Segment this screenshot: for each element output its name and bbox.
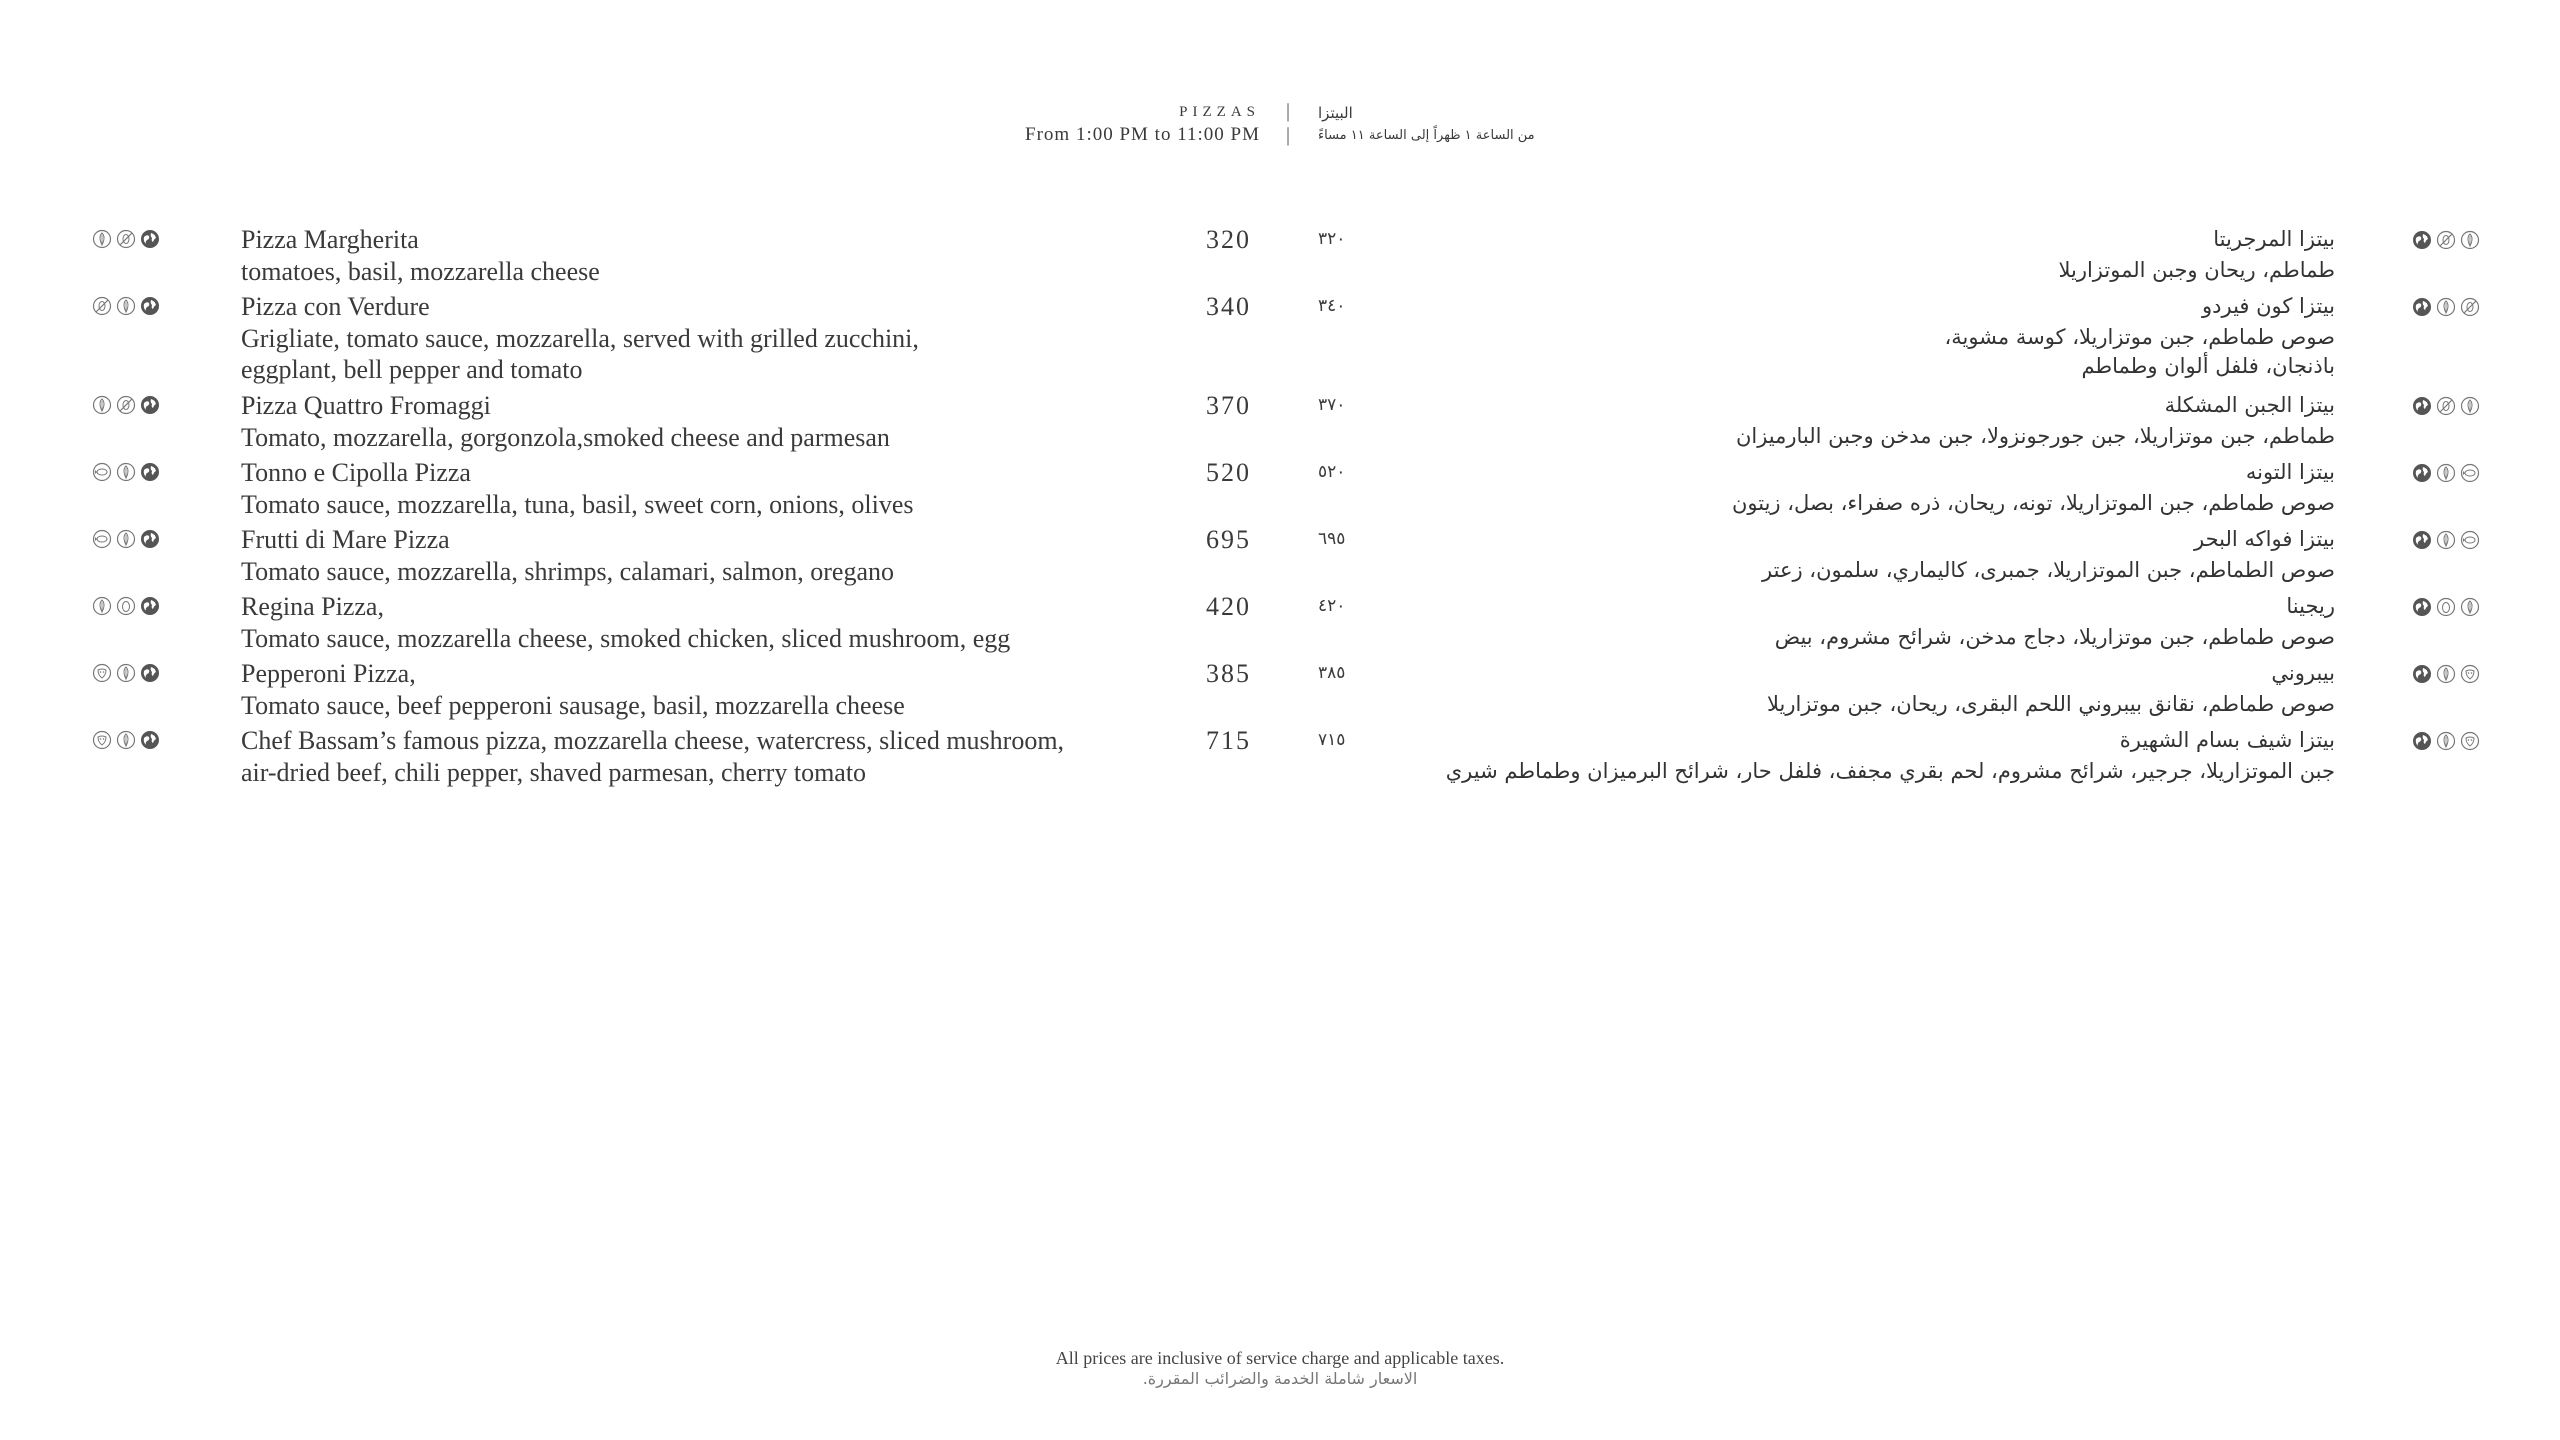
- description-line-ar: صوص طماطم، جبن الموتزاريلا، تونه، ريحان، ذره صفراء، بصل، زيتون: [1731, 491, 2335, 515]
- description-line-ar: جبن الموتزاريلا، جرجير، شرائح مشروم، لحم بقري مجفف، فلفل حار، شرائح البرميزان وطماطم شيري: [1445, 759, 2335, 783]
- dietary-icons-left: [92, 395, 160, 415]
- item-name-ar: بيبروني: [2271, 661, 2335, 685]
- item-price-en: 520: [1206, 458, 1251, 487]
- header-separator: |: [1285, 100, 1290, 122]
- vegetarian-icon: [116, 296, 136, 316]
- item-price-ar: ٣٧٠: [1318, 395, 1346, 415]
- item-price-en: 715: [1206, 726, 1251, 755]
- vegetarian-icon: [2436, 664, 2456, 684]
- vegetarian-icon: [2436, 530, 2456, 550]
- item-description-en: [241, 757, 866, 788]
- description-line-ar: طماطم، جبن موتزاريلا، جبن جورجونزولا، جبن مدخن وجبن البارميزان: [1735, 424, 2335, 448]
- item-price-ar: ٧١٥: [1318, 730, 1346, 750]
- fish-icon: [2460, 463, 2480, 483]
- beef-icon: [92, 730, 112, 750]
- vegetarian-icon: [92, 229, 112, 249]
- globe-icon: [140, 229, 160, 249]
- beef-icon: [2460, 731, 2480, 751]
- item-price-ar: ٣٢٠: [1318, 229, 1346, 249]
- globe-icon: [2412, 230, 2432, 250]
- description-line-ar: صوص طماطم، جبن موتزاريلا، كوسة مشوية،: [1944, 325, 2335, 349]
- globe-icon: [140, 529, 160, 549]
- item-description-ar: [1732, 489, 2335, 518]
- item-price-en: 340: [1206, 292, 1251, 321]
- item-description-en: [241, 489, 914, 520]
- item-name-en: Chef Bassam’s famous pizza, mozzarella cheese, watercress, sliced mushroom,: [241, 726, 1065, 755]
- description-line-en: Tomato, mozzarella, gorgonzola,smoked cheese and parmesan: [241, 423, 890, 452]
- item-price-en: 320: [1206, 225, 1251, 254]
- description-line-ar: صوص طماطم، جبن موتزاريلا، دجاج مدخن، شرائح مشروم، بيض: [1774, 625, 2335, 649]
- item-description-ar: [2058, 256, 2335, 285]
- description-line-ar: صوص الطماطم، جبن الموتزاريلا، جمبرى، كاليماري، سلمون، زعتر: [1762, 558, 2335, 582]
- dietary-icons-left: [92, 529, 160, 549]
- item-name-en: Pizza Margherita: [241, 225, 419, 254]
- globe-icon: [2412, 530, 2432, 550]
- globe-icon: [140, 395, 160, 415]
- no-nuts-icon: [116, 229, 136, 249]
- description-line-en: tomatoes, basil, mozzarella cheese: [241, 257, 600, 286]
- item-description-en: [241, 256, 600, 287]
- vegetarian-icon: [2436, 297, 2456, 317]
- dietary-icons-left: [92, 296, 160, 316]
- item-price-ar: ٣٤٠: [1318, 296, 1346, 316]
- description-line-ar: باذنجان، فلفل ألوان وطماطم: [2081, 354, 2335, 378]
- section-title-ar: البيتزا: [1318, 104, 1353, 122]
- no-nuts-icon: [2436, 230, 2456, 250]
- description-line-en: Tomato sauce, mozzarella, tuna, basil, sweet corn, onions, olives: [241, 490, 914, 519]
- vegetarian-icon: [116, 462, 136, 482]
- item-description-en: [241, 556, 894, 587]
- item-description-en: [241, 323, 919, 385]
- no-nuts-icon: [92, 296, 112, 316]
- item-name-en: Tonno e Cipolla Pizza: [241, 458, 471, 487]
- item-price-en: 695: [1206, 525, 1251, 554]
- dietary-icons-right: [2412, 463, 2480, 483]
- globe-icon: [2412, 664, 2432, 684]
- item-price-ar: ٦٩٥: [1318, 529, 1346, 549]
- serving-hours-ar: من الساعة ١ ظهراً إلى الساعة ١١ مساءً: [1318, 128, 1535, 143]
- item-name-ar: بيتزا الجبن المشكلة: [2164, 393, 2335, 417]
- vegetarian-icon: [2460, 230, 2480, 250]
- item-description-ar: [1762, 556, 2335, 585]
- footer-note-ar: الاسعار شاملة الخدمة والضرائب المقررة.: [1142, 1369, 1418, 1388]
- item-description-ar: [1775, 623, 2335, 652]
- item-name-ar: بيتزا كون فيردو: [2201, 294, 2335, 318]
- globe-icon: [140, 462, 160, 482]
- description-line-en: eggplant, bell pepper and tomato: [241, 355, 583, 384]
- vegetarian-icon: [92, 395, 112, 415]
- description-line-en: Tomato sauce, mozzarella cheese, smoked chicken, sliced mushroom, egg: [241, 624, 1011, 653]
- item-price-en: 385: [1206, 659, 1251, 688]
- description-line-en: air-dried beef, chili pepper, shaved parmesan, cherry tomato: [241, 758, 867, 787]
- item-name-ar: بيتزا شيف بسام الشهيرة: [2119, 728, 2335, 752]
- vegetarian-icon: [92, 596, 112, 616]
- dietary-icons-right: [2412, 664, 2480, 684]
- item-price-en: 370: [1206, 391, 1251, 420]
- dietary-icons-left: [92, 663, 160, 683]
- item-name-en: Pizza Quattro Fromaggi: [241, 391, 491, 420]
- item-description-ar: [1767, 690, 2335, 719]
- globe-icon: [2412, 396, 2432, 416]
- item-price-ar: ٥٢٠: [1318, 462, 1346, 482]
- item-price-ar: ٤٢٠: [1318, 596, 1346, 616]
- egg-icon: [2436, 597, 2456, 617]
- item-name-ar: ريجينا: [2286, 594, 2335, 618]
- header-separator: |: [1285, 124, 1290, 146]
- egg-icon: [116, 596, 136, 616]
- dietary-icons-right: [2412, 230, 2480, 250]
- vegetarian-icon: [2436, 731, 2456, 751]
- description-line-en: Tomato sauce, mozzarella, shrimps, calamari, salmon, oregano: [241, 557, 894, 586]
- item-description-en: [241, 690, 905, 721]
- item-name-en: Frutti di Mare Pizza: [241, 525, 450, 554]
- globe-icon: [2412, 297, 2432, 317]
- globe-icon: [2412, 463, 2432, 483]
- dietary-icons-left: [92, 462, 160, 482]
- beef-icon: [92, 663, 112, 683]
- description-line-ar: طماطم، ريحان وجبن الموتزاريلا: [2058, 258, 2335, 282]
- item-name-ar: بيتزا المرجريتا: [2213, 227, 2335, 251]
- fish-icon: [92, 462, 112, 482]
- vegetarian-icon: [2460, 597, 2480, 617]
- item-description-en: [241, 422, 890, 453]
- no-nuts-icon: [116, 395, 136, 415]
- section-title-en: PIZZAS: [1179, 104, 1260, 120]
- beef-icon: [2460, 664, 2480, 684]
- item-name-en: Regina Pizza,: [241, 592, 384, 621]
- item-price-en: 420: [1206, 592, 1251, 621]
- dietary-icons-left: [92, 730, 160, 750]
- vegetarian-icon: [116, 730, 136, 750]
- item-description-ar: [1446, 757, 2335, 786]
- dietary-icons-right: [2412, 297, 2480, 317]
- globe-icon: [140, 663, 160, 683]
- item-description-ar: [1944, 323, 2335, 381]
- vegetarian-icon: [116, 529, 136, 549]
- globe-icon: [2412, 597, 2432, 617]
- fish-icon: [92, 529, 112, 549]
- item-description-ar: [1736, 422, 2335, 451]
- vegetarian-icon: [2460, 396, 2480, 416]
- globe-icon: [2412, 731, 2432, 751]
- description-line-en: Tomato sauce, beef pepperoni sausage, basil, mozzarella cheese: [241, 691, 905, 720]
- serving-hours-en: From 1:00 PM to 11:00 PM: [1025, 124, 1260, 145]
- item-description-en: [241, 623, 1010, 654]
- globe-icon: [140, 730, 160, 750]
- no-nuts-icon: [2460, 297, 2480, 317]
- vegetarian-icon: [2436, 463, 2456, 483]
- item-price-ar: ٣٨٥: [1318, 663, 1346, 683]
- dietary-icons-left: [92, 596, 160, 616]
- header-hours-row: [0, 124, 2560, 152]
- description-line-en: Grigliate, tomato sauce, mozzarella, served with grilled zucchini,: [241, 324, 919, 353]
- item-name-ar: بيتزا فواكه البحر: [2194, 527, 2335, 551]
- dietary-icons-right: [2412, 731, 2480, 751]
- fish-icon: [2460, 530, 2480, 550]
- dietary-icons-left: [92, 229, 160, 249]
- item-name-en: Pizza con Verdure: [241, 292, 430, 321]
- dietary-icons-right: [2412, 396, 2480, 416]
- globe-icon: [140, 596, 160, 616]
- item-name-ar: بيتزا التونه: [2245, 460, 2335, 484]
- footer-note-en: All prices are inclusive of service charge and applicable taxes.: [1055, 1348, 1505, 1368]
- globe-icon: [140, 296, 160, 316]
- description-line-ar: صوص طماطم، نقانق بيبروني اللحم البقرى، ريحان، جبن موتزاريلا: [1766, 692, 2335, 716]
- item-name-en: Pepperoni Pizza,: [241, 659, 416, 688]
- dietary-icons-right: [2412, 597, 2480, 617]
- vegetarian-icon: [116, 663, 136, 683]
- dietary-icons-right: [2412, 530, 2480, 550]
- no-nuts-icon: [2436, 396, 2456, 416]
